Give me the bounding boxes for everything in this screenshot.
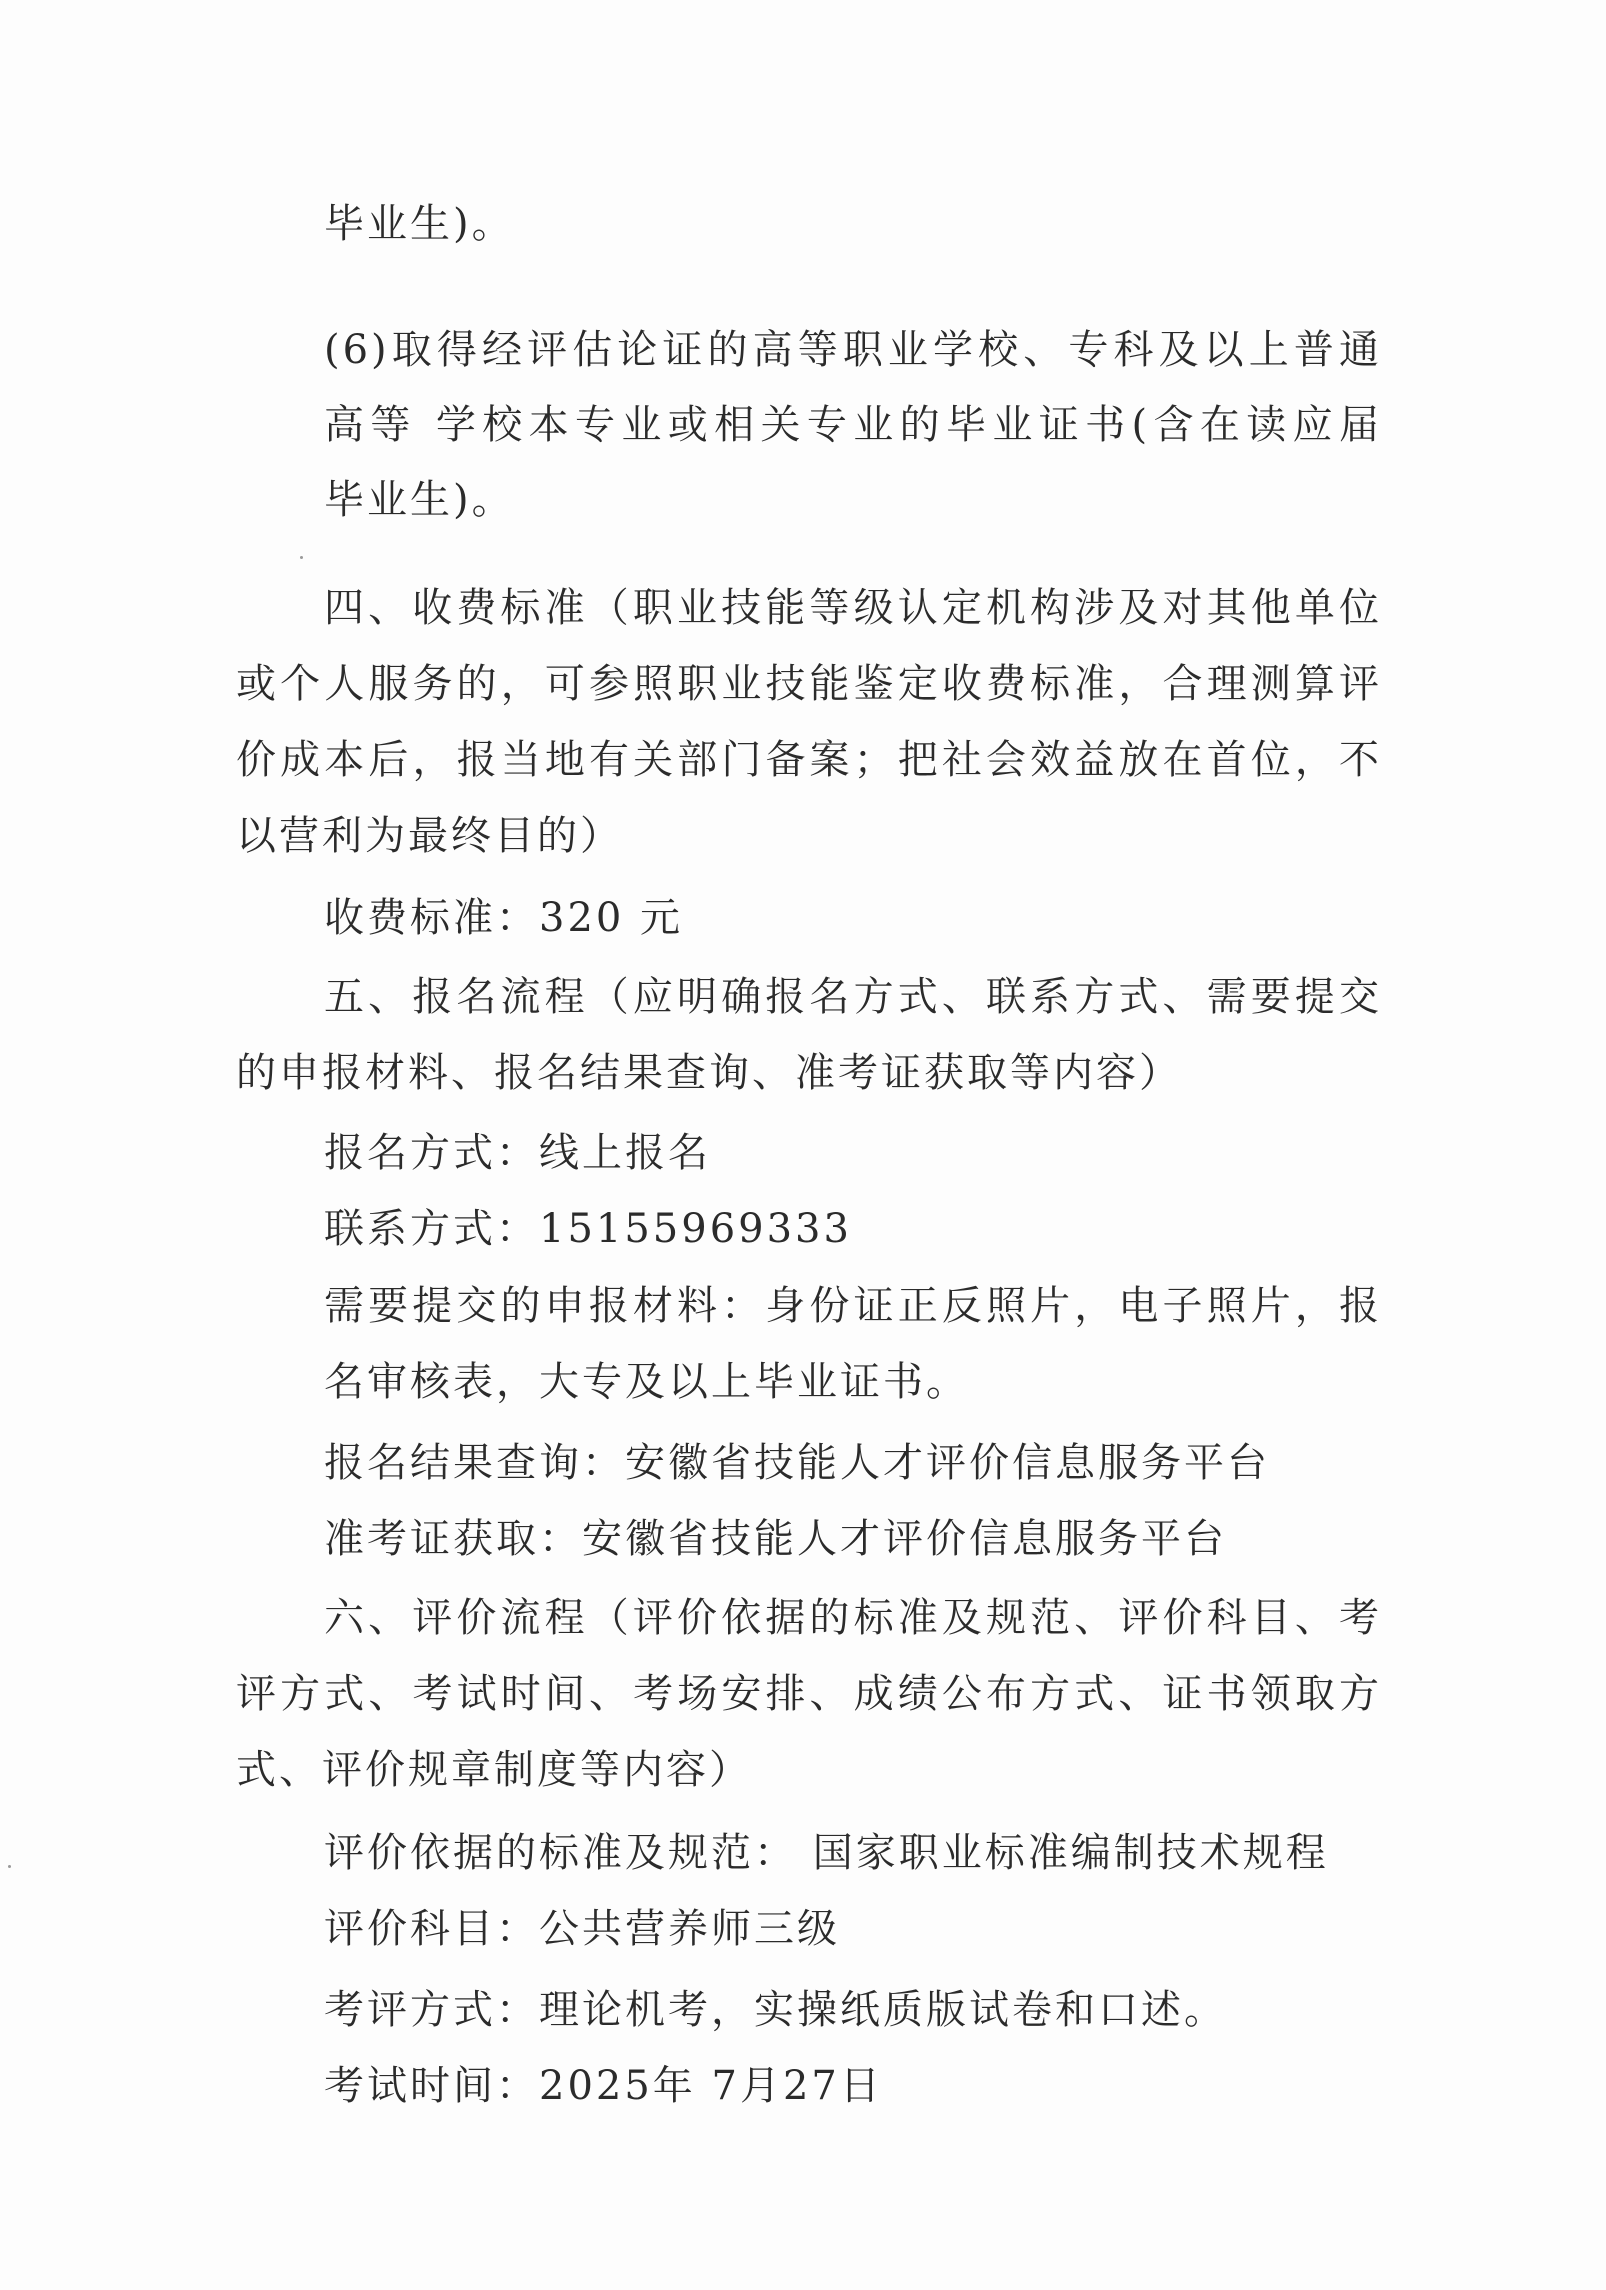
line-condition-6a: (6)取得经评估论证的高等职业学校、专科及以上普通 xyxy=(324,327,1382,373)
section-evaluation-heading: 六、评价流程（评价依据的标准及规范、评价科目、考 xyxy=(324,1595,1382,1641)
exam-date: 考试时间：2025年 7月27日 xyxy=(324,2063,883,2109)
registration-method: 报名方式：线上报名 xyxy=(324,1130,711,1176)
line-graduate-note-1: 毕业生)。 xyxy=(324,201,515,247)
scan-speck xyxy=(8,1865,11,1868)
evaluation-subject: 评价科目：公共营养师三级 xyxy=(324,1906,840,1952)
admission-ticket: 准考证获取：安徽省技能人才评价信息服务平台 xyxy=(324,1516,1227,1562)
section-fee-desc-2: 或个人服务的，可参照职业技能鉴定收费标准，合理测算评 xyxy=(236,661,1382,707)
section-registration-desc: 的申报材料、报名结果查询、准考证获取等内容） xyxy=(236,1050,1182,1096)
section-fee-desc-4: 以营利为最终目的） xyxy=(236,813,623,859)
section-evaluation-desc-3: 式、评价规章制度等内容） xyxy=(236,1747,752,1793)
section-evaluation-desc-2: 评方式、考试时间、考场安排、成绩公布方式、证书领取方 xyxy=(236,1671,1382,1717)
line-condition-6b: 高等 学校本专业或相关专业的毕业证书(含在读应届 xyxy=(324,402,1382,448)
materials-line-2: 名审核表，大专及以上毕业证书。 xyxy=(324,1359,969,1405)
contact-phone: 联系方式：15155969333 xyxy=(324,1206,852,1252)
evaluation-standard: 评价依据的标准及规范： 国家职业标准编制技术规程 xyxy=(324,1830,1329,1876)
fee-amount: 收费标准：320 元 xyxy=(324,895,684,941)
line-graduate-note-2: 毕业生)。 xyxy=(324,477,515,523)
result-query: 报名结果查询：安徽省技能人才评价信息服务平台 xyxy=(324,1440,1270,1486)
section-registration-heading: 五、报名流程（应明确报名方式、联系方式、需要提交 xyxy=(324,974,1382,1020)
section-fee-heading: 四、收费标准（职业技能等级认定机构涉及对其他单位 xyxy=(324,585,1382,631)
scan-speck xyxy=(300,556,303,559)
section-fee-desc-3: 价成本后，报当地有关部门备案；把社会效益放在首位，不 xyxy=(236,737,1382,783)
evaluation-method: 考评方式：理论机考，实操纸质版试卷和口述。 xyxy=(324,1987,1227,2033)
materials-line-1: 需要提交的申报材料：身份证正反照片，电子照片，报 xyxy=(324,1283,1382,1329)
